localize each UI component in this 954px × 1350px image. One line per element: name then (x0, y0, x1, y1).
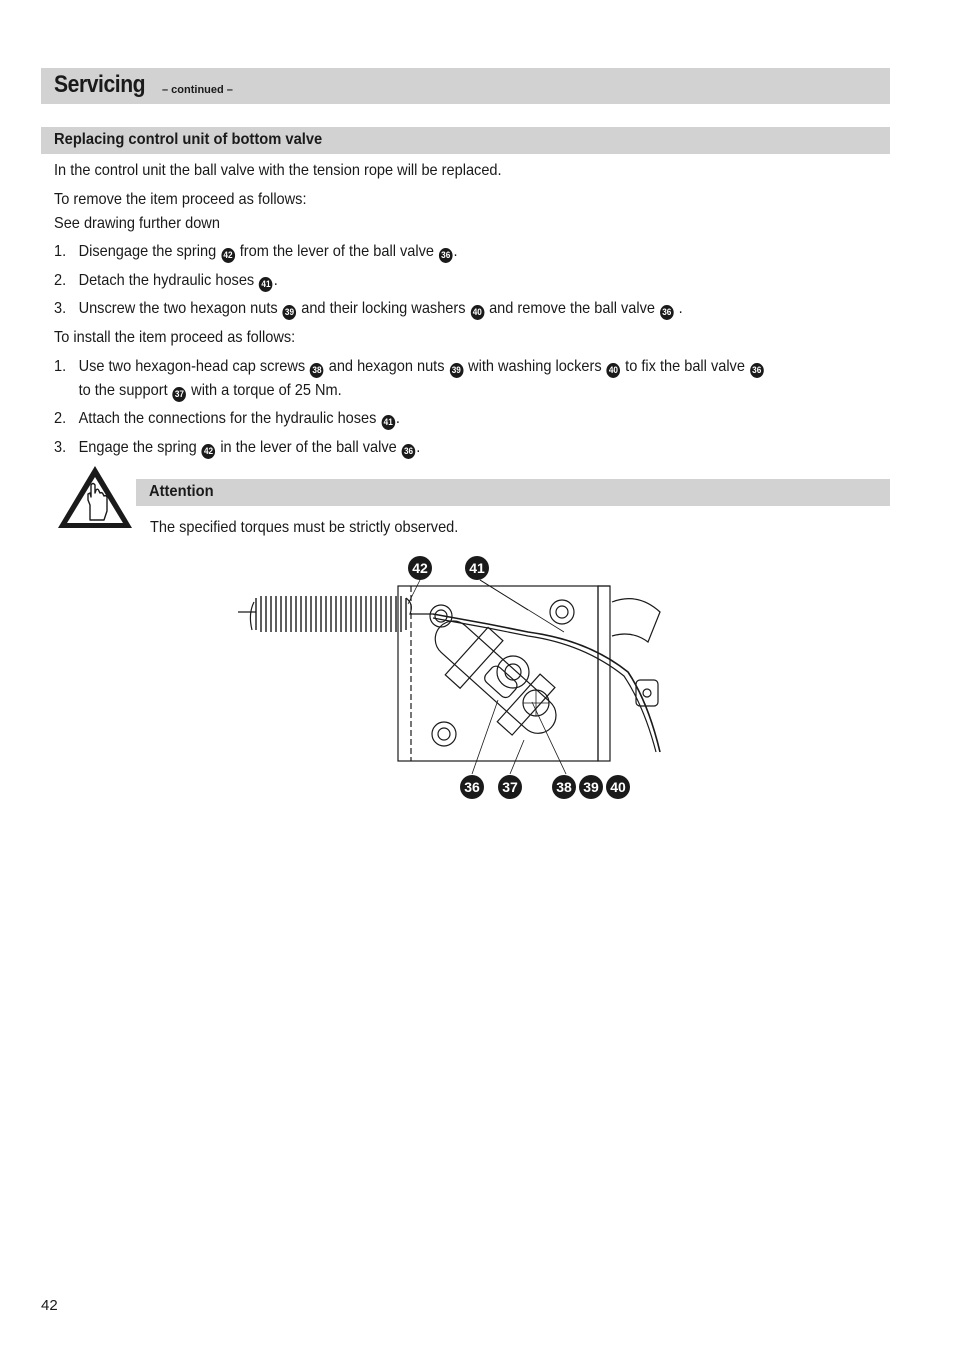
ref-badge: 39 (449, 363, 463, 378)
ref-badge: 36 (439, 248, 453, 263)
ref-badge: 36 (660, 305, 674, 320)
list-item: 2. Detach the hydraulic hoses 41 . (54, 272, 278, 292)
install-heading: To install the item proceed as follows: (54, 329, 296, 346)
list-item: 1. Disengage the spring 42 from the lever of the ball valve 36 . (54, 243, 458, 263)
attention-title: Attention (149, 483, 214, 500)
section-header (41, 127, 890, 154)
ref-badge: 42 (221, 248, 235, 263)
valve-diagram (228, 552, 668, 802)
remove-heading: To remove the item proceed as follows: (54, 191, 307, 208)
section-title: Replacing control unit of bottom valve (54, 131, 323, 148)
ref-badge: 42 (202, 444, 216, 459)
ref-badge: 36 (402, 444, 416, 459)
list-item-continuation: to the support 37 with a torque of 25 Nm. (54, 382, 342, 402)
label-badge: 42 (408, 556, 432, 580)
attention-header (136, 479, 890, 506)
label-badge: 40 (606, 775, 630, 799)
ball-valve-drawing (228, 552, 668, 802)
page-title: Servicing (54, 71, 146, 98)
ref-badge: 37 (173, 387, 187, 402)
list-item: 1. Use two hexagon-head cap screws 38 and hexagon nuts 39 with washing lockers 40 to fix the ball valve 36 (54, 358, 764, 378)
label-badge: 39 (579, 775, 603, 799)
ref-badge: 41 (259, 277, 273, 292)
label-badge: 36 (460, 775, 484, 799)
list-item: 3. Engage the spring 42 in the lever of the ball valve 36 . (54, 439, 420, 459)
ref-badge: 39 (283, 305, 297, 320)
remove-note: See drawing further down (54, 215, 220, 232)
warning-hand-icon (55, 463, 135, 531)
page-number: 42 (41, 1297, 58, 1314)
ref-badge: 38 (310, 363, 324, 378)
page-subtitle: – continued – (162, 84, 233, 96)
ref-badge: 41 (381, 415, 395, 430)
list-item: 2. Attach the connections for the hydraulic hoses 41 . (54, 410, 400, 430)
label-badge: 41 (465, 556, 489, 580)
intro-text: In the control unit the ball valve with the tension rope will be replaced. (54, 162, 502, 179)
list-item: 3. Unscrew the two hexagon nuts 39 and their locking washers 40 and remove the ball valve 36 . (54, 300, 683, 320)
ref-badge: 40 (470, 305, 484, 320)
ref-badge: 36 (750, 363, 764, 378)
label-badge: 37 (498, 775, 522, 799)
label-badge: 38 (552, 775, 576, 799)
page-header (41, 68, 890, 104)
ref-badge: 40 (607, 363, 621, 378)
attention-text: The specified torques must be strictly observed. (150, 519, 459, 536)
